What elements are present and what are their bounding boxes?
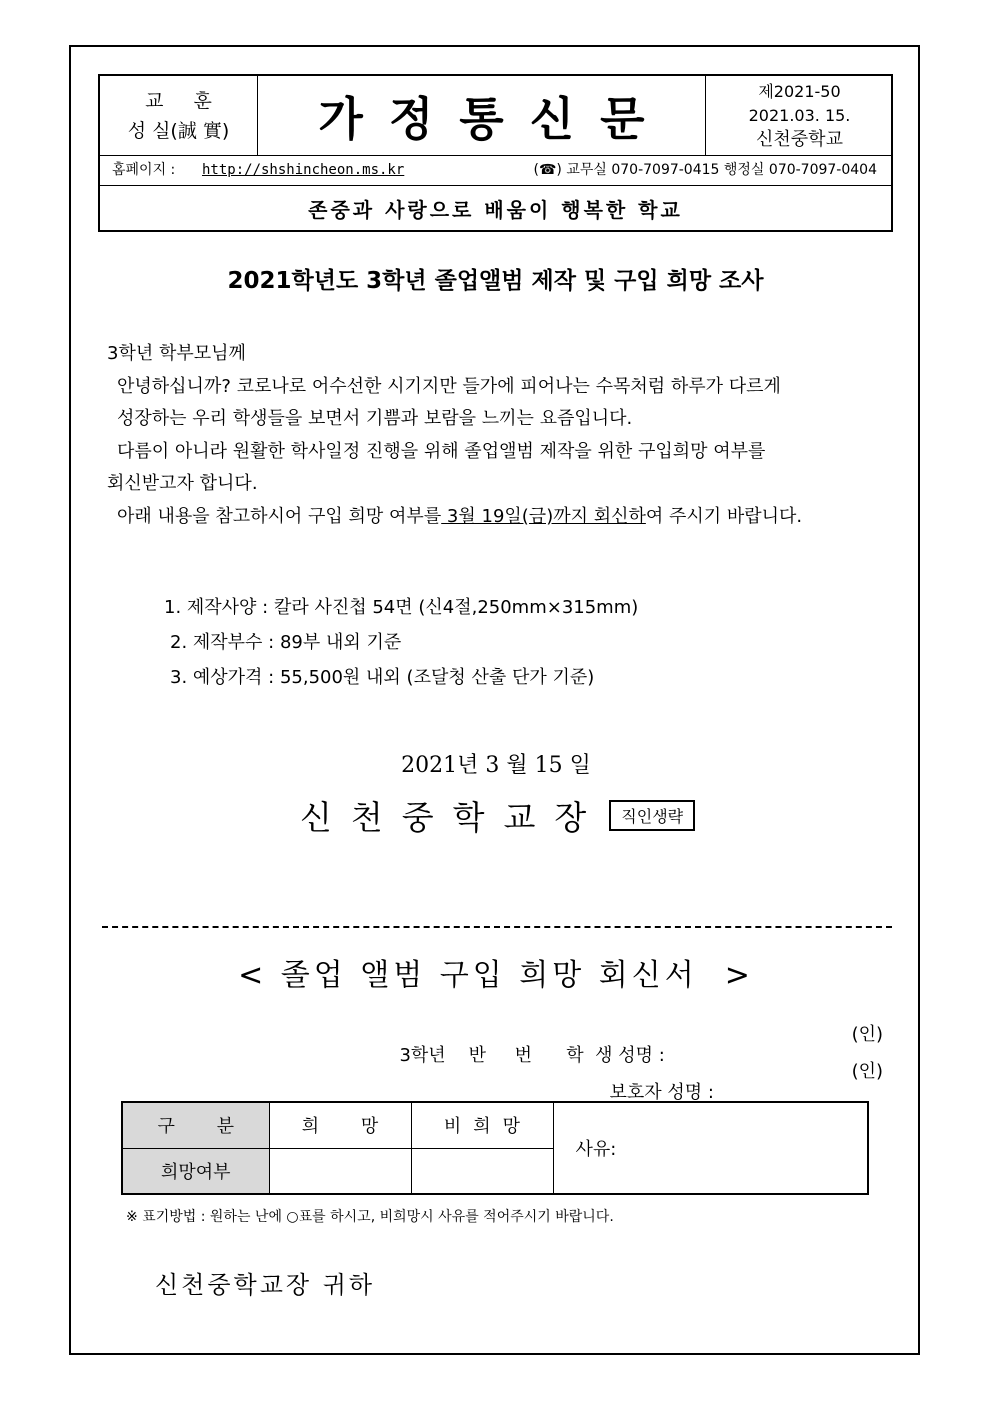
body-line-deadline — [107, 501, 897, 534]
reason-label: 사유: — [575, 1139, 617, 1160]
addressee: 신천중학교장 귀하 — [155, 1271, 376, 1299]
no-hope-check-cell[interactable] — [411, 1148, 553, 1194]
cut-line — [102, 926, 892, 928]
newsletter-header — [98, 74, 893, 232]
spec-item: 3. 예상가격 : 55,500원 내외 (조달청 산출 단가 기준) — [170, 667, 595, 688]
homepage-link[interactable]: http://shshincheon.ms.kr — [202, 162, 405, 178]
deadline-underlined: 3월 19일(금)까지 회신하 — [441, 505, 646, 527]
salutation: 3학년 학부모님께 — [107, 343, 246, 364]
body-line: 성장하는 우리 학생들을 보면서 기쁨과 보람을 느끼는 요즘입니다. — [117, 408, 633, 429]
issue-date: 2021.03. 15. — [748, 105, 851, 125]
body-line: 회신받고자 합니다. — [107, 473, 258, 494]
spec-item: 2. 제작부수 : 89부 내외 기준 — [170, 632, 402, 653]
hope-row-label: 희망여부 — [122, 1148, 269, 1194]
hope-header: 희 망 — [269, 1102, 411, 1148]
guardian-seal-mark: (인) — [851, 1061, 883, 1082]
school-slogan: 존중과 사랑으로 배움이 행복한 학교 — [308, 197, 683, 222]
body-line: 다름이 아니라 원활한 학사일정 진행을 위해 졸업앨범 제작을 위한 구입희망 여부를 — [117, 440, 766, 462]
school-motto — [100, 76, 258, 155]
motto-text: 성 실(誠 實) — [127, 119, 230, 142]
newsletter-title: 가정통신문 — [258, 76, 706, 155]
marking-instructions: ※ 표기방법 : 원하는 난에 ○표를 하시고, 비희망시 사유를 적어주시기 바랍니다. — [126, 1209, 614, 1225]
homepage-label: 홈페이지 : — [112, 162, 176, 178]
principal-signature — [300, 790, 695, 840]
table-row — [122, 1102, 868, 1148]
deadline-post: 여 주시기 바랍니다. — [645, 505, 803, 527]
hope-check-cell[interactable] — [269, 1148, 411, 1194]
reply-form-title: < 졸업 앨범 구입 희망 회신서 > — [238, 958, 754, 993]
issue-number: 제2021-50 — [758, 81, 841, 101]
header-top-row — [100, 76, 891, 156]
header-contact-row — [100, 156, 891, 186]
no-hope-header: 비희망 — [411, 1102, 553, 1148]
spec-list — [164, 590, 638, 695]
student-line-label: 3학년 반 번 학 생 성명 : — [399, 1045, 665, 1066]
motto-label: 교 훈 — [145, 89, 224, 112]
reason-cell[interactable] — [553, 1102, 868, 1194]
issue-info — [706, 76, 893, 155]
spec-item: 1. 제작사양 : 칼라 사진첩 54면 (신4절,250mm×315mm) — [164, 597, 639, 618]
category-header: 구 분 — [122, 1102, 269, 1148]
notice-title: 2021학년도 3학년 졸업앨범 제작 및 구입 희망 조사 — [227, 268, 764, 294]
reply-table — [121, 1101, 869, 1195]
body-line: 안녕하십니까? 코로나로 어수선한 시기지만 들가에 피어나는 수목처럼 하루가 다르게 — [117, 375, 781, 397]
guardian-line-label: 보호자 성명 : — [609, 1082, 714, 1103]
deadline-pre: 아래 내용을 참고하시어 구입 희망 여부를 — [117, 505, 442, 527]
seal-omitted-stamp: 직인생략 — [609, 800, 695, 831]
student-seal-mark: (인) — [851, 1024, 883, 1045]
principal-name: 신천중학교장 — [300, 797, 606, 837]
phone-contact: (☎) 교무실 070-7097-0415 행정실 070-7097-0404 — [533, 162, 877, 178]
issuing-school: 신천중학교 — [756, 128, 843, 150]
notice-date: 2021년 3 월 15 일 — [401, 753, 591, 778]
notice-body — [107, 338, 897, 533]
